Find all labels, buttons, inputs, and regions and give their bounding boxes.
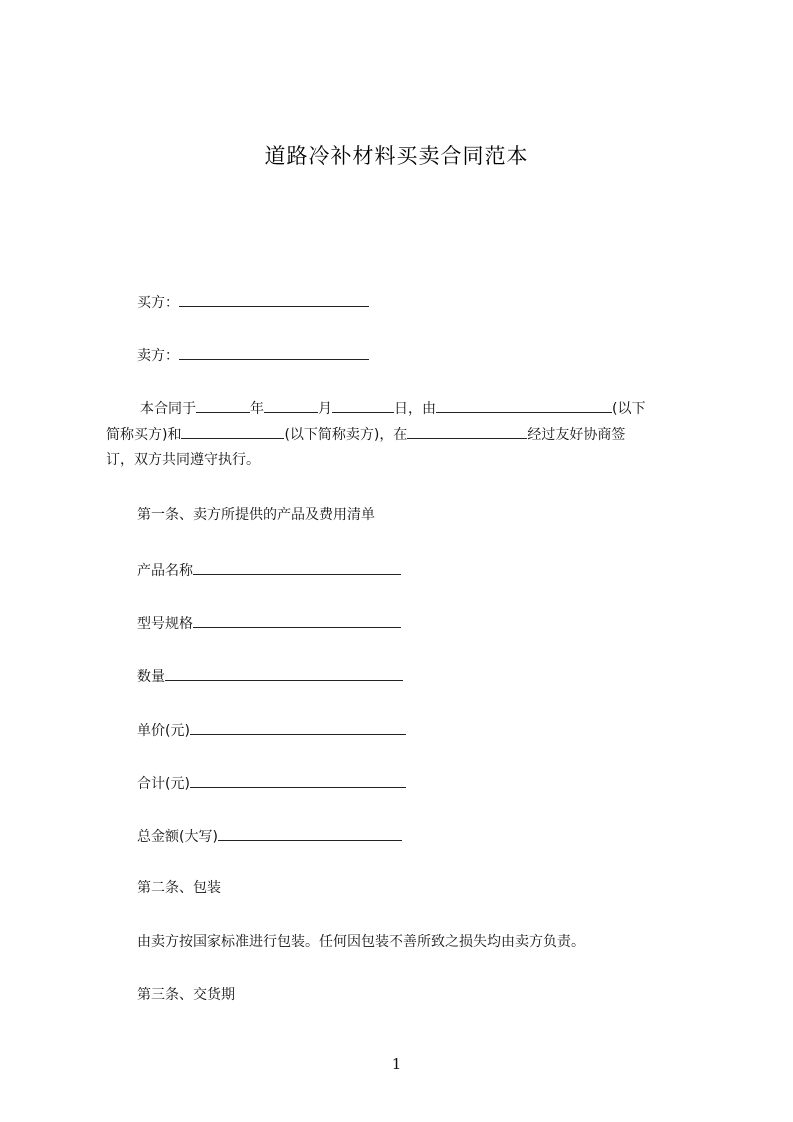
quantity-line [137, 665, 403, 687]
buyer-blank[interactable] [179, 291, 369, 307]
product-name-blank[interactable] [193, 559, 401, 575]
total-amount-capital-blank[interactable] [218, 825, 402, 841]
article2-heading: 第二条、包装 [137, 880, 221, 896]
total-amount-capital-line [137, 825, 402, 847]
product-name-label: 产品名称 [137, 563, 193, 579]
unit-price-line [137, 719, 406, 741]
intro-text-6: 简称买方)和 [106, 427, 182, 443]
month-blank[interactable] [264, 397, 318, 413]
quantity-label: 数量 [137, 669, 165, 685]
buyer-label: 买方： [137, 295, 179, 311]
intro-text-1: 本合同于 [140, 401, 196, 417]
year-blank[interactable] [196, 397, 250, 413]
total-line [137, 772, 406, 794]
article2-body: 由卖方按国家标准进行包装。任何因包装不善所致之损失均由卖方负责。 [137, 934, 585, 950]
model-spec-label: 型号规格 [137, 616, 193, 632]
intro-text-8: 经过友好协商签 [527, 427, 626, 443]
unit-price-blank[interactable] [190, 719, 406, 735]
seller-line [137, 344, 369, 366]
location-blank[interactable] [407, 423, 527, 439]
model-spec-line [137, 612, 401, 634]
seller-label: 卖方： [137, 348, 179, 364]
article1-heading: 第一条、卖方所提供的产品及费用清单 [137, 507, 375, 523]
day-blank[interactable] [332, 397, 394, 413]
place-blank-1[interactable] [436, 397, 612, 413]
product-name-line [137, 559, 401, 581]
intro-text-7: (以下简称卖方)，在 [284, 427, 408, 443]
unit-price-label: 单价(元) [137, 723, 190, 739]
article3-heading: 第三条、交货期 [137, 987, 235, 1003]
intro-text-9: 订，双方共同遵守执行。 [106, 452, 260, 468]
intro-text-4: 日，由 [394, 401, 436, 417]
intro-text-3: 月 [318, 401, 332, 417]
total-amount-capital-label: 总金额(大写) [137, 829, 218, 845]
seller-blank[interactable] [179, 344, 369, 360]
quantity-blank[interactable] [165, 665, 403, 681]
intro-text-2: 年 [250, 401, 264, 417]
party-blank[interactable] [181, 423, 284, 439]
total-label: 合计(元) [137, 776, 190, 792]
model-spec-blank[interactable] [193, 612, 401, 628]
buyer-line [137, 291, 369, 313]
total-blank[interactable] [190, 772, 406, 788]
intro-text-5: (以下 [612, 401, 646, 417]
document-title: 道路冷补材料买卖合同范本 [264, 144, 529, 168]
page-number: 1 [391, 1055, 402, 1073]
